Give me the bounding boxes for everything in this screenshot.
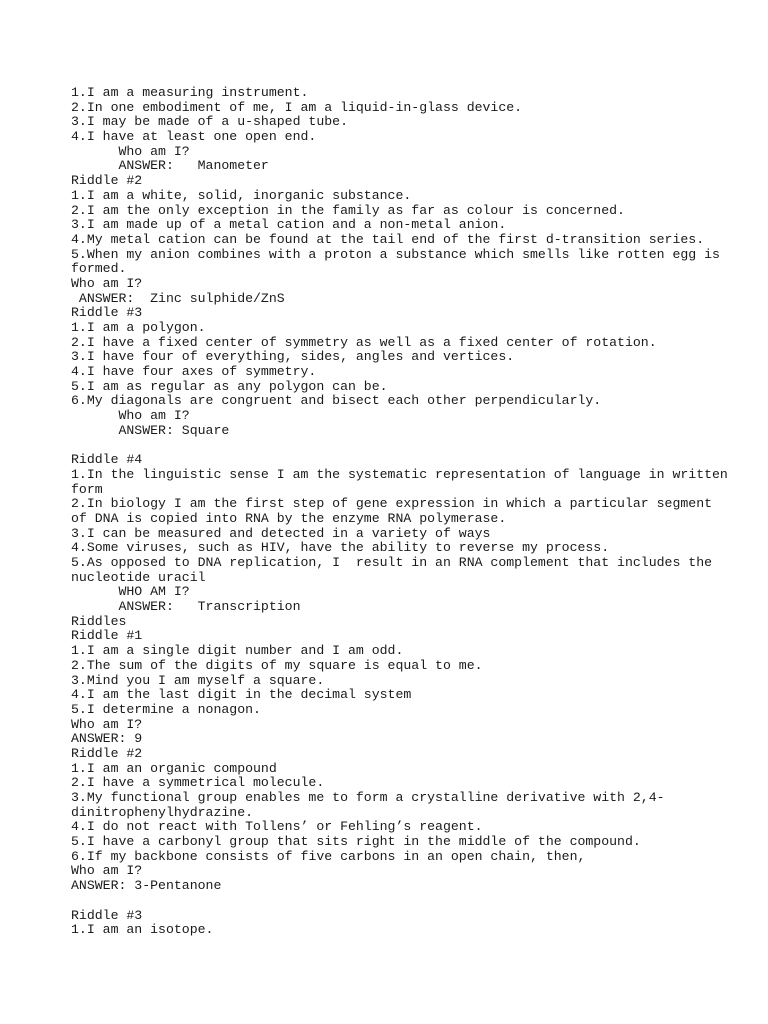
blank-line bbox=[71, 439, 751, 454]
text-line: Who am I? bbox=[71, 275, 143, 291]
text-line: 1.I am an organic compound bbox=[71, 760, 277, 776]
text-line: 2.I am the only exception in the family as far as colour is concerned. bbox=[71, 202, 625, 218]
text-line: 1.I am an isotope. bbox=[71, 922, 214, 938]
text-line: 3.I may be made of a u-shaped tube. bbox=[71, 114, 348, 130]
text-line: WHO AM I? bbox=[71, 584, 190, 600]
text-line: 4.Some viruses, such as HIV, have the ability to reverse my process. bbox=[71, 540, 610, 556]
text-line: ANSWER: Transcription bbox=[71, 599, 301, 615]
text-line: 4.I am the last digit in the decimal system bbox=[71, 687, 412, 703]
text-line: Who am I? bbox=[71, 716, 143, 732]
text-line: 5.I am as regular as any polygon can be. bbox=[71, 378, 388, 394]
text-line: ANSWER: 9 bbox=[71, 731, 143, 747]
text-line: 5.When my anion combines with a proton a substance which smells like rotten egg is bbox=[71, 246, 720, 262]
text-line: 4.I have four axes of symmetry. bbox=[71, 364, 317, 380]
text-line: 3.My functional group enables me to form a crystalline derivative with 2,4- bbox=[71, 790, 665, 805]
text-line: Who am I? bbox=[71, 863, 143, 879]
document-body bbox=[71, 86, 751, 938]
text-line: 2.In one embodiment of me, I am a liquid-in-glass device. bbox=[71, 99, 523, 115]
text-line: of DNA is copied into RNA by the enzyme RNA polymerase. bbox=[71, 510, 507, 526]
text-line: ANSWER: 3-Pentanone bbox=[71, 878, 222, 894]
text-line: Riddle #3 bbox=[71, 907, 143, 923]
text-line: 2.The sum of the digits of my square is equal to me. bbox=[71, 657, 483, 673]
text-line: 6.If my backbone consists of five carbons in an open chain, then, bbox=[71, 848, 586, 864]
text-line: Riddles bbox=[71, 613, 127, 629]
text-line: 4.I do not react with Tollens’ or Fehling’s reagent. bbox=[71, 819, 483, 835]
text-line: form bbox=[71, 481, 103, 497]
text-line: Riddle #1 bbox=[71, 628, 143, 644]
text-line: 1.I am a white, solid, inorganic substance. bbox=[71, 187, 412, 203]
blank-line bbox=[71, 894, 751, 909]
text-line: 2.In biology I am the first step of gene expression in which a particular segment bbox=[71, 496, 713, 512]
text-line: 5.I have a carbonyl group that sits right in the middle of the compound. bbox=[71, 834, 641, 850]
text-line: 3.I have four of everything, sides, angles and vertices. bbox=[71, 349, 515, 365]
text-line: Who am I? bbox=[71, 408, 190, 424]
text-line: ANSWER: Square bbox=[71, 422, 230, 438]
text-line: 4.I have at least one open end. bbox=[71, 129, 317, 145]
text-line: ANSWER: Manometer bbox=[71, 158, 269, 174]
text-line: 3.I can be measured and detected in a variety of ways bbox=[71, 525, 491, 541]
text-line: Riddle #2 bbox=[71, 173, 143, 189]
text-line: formed. bbox=[71, 261, 127, 277]
text-line: Riddle #3 bbox=[71, 305, 143, 321]
text-line: 1.I am a single digit number and I am odd. bbox=[71, 643, 404, 659]
text-line: 2.I have a symmetrical molecule. bbox=[71, 775, 325, 791]
text-line: 6.My diagonals are congruent and bisect each other perpendicularly. bbox=[71, 393, 602, 409]
text-line: ANSWER: Zinc sulphide/ZnS bbox=[71, 290, 285, 306]
text-line: nucleotide uracil bbox=[71, 569, 206, 585]
text-line: 4.My metal cation can be found at the tail end of the first d-transition series. bbox=[71, 231, 705, 247]
text-line: 5.As opposed to DNA replication, I result in an RNA complement that includes the bbox=[71, 555, 713, 570]
text-line: 5.I determine a nonagon. bbox=[71, 701, 261, 717]
text-line: 1.I am a measuring instrument. bbox=[71, 85, 309, 100]
text-line: Riddle #4 bbox=[71, 452, 143, 468]
text-line: Riddle #2 bbox=[71, 745, 143, 761]
text-line: dinitrophenylhydrazine. bbox=[71, 804, 254, 820]
text-line: 1.I am a polygon. bbox=[71, 320, 206, 335]
text-line: Who am I? bbox=[71, 143, 190, 159]
text-line: 3.Mind you I am myself a square. bbox=[71, 672, 325, 688]
text-line: 2.I have a fixed center of symmetry as well as a fixed center of rotation. bbox=[71, 334, 657, 350]
text-line: 1.In the linguistic sense I am the systematic representation of language in written bbox=[71, 466, 728, 482]
text-line: 3.I am made up of a metal cation and a non-metal anion. bbox=[71, 217, 507, 233]
